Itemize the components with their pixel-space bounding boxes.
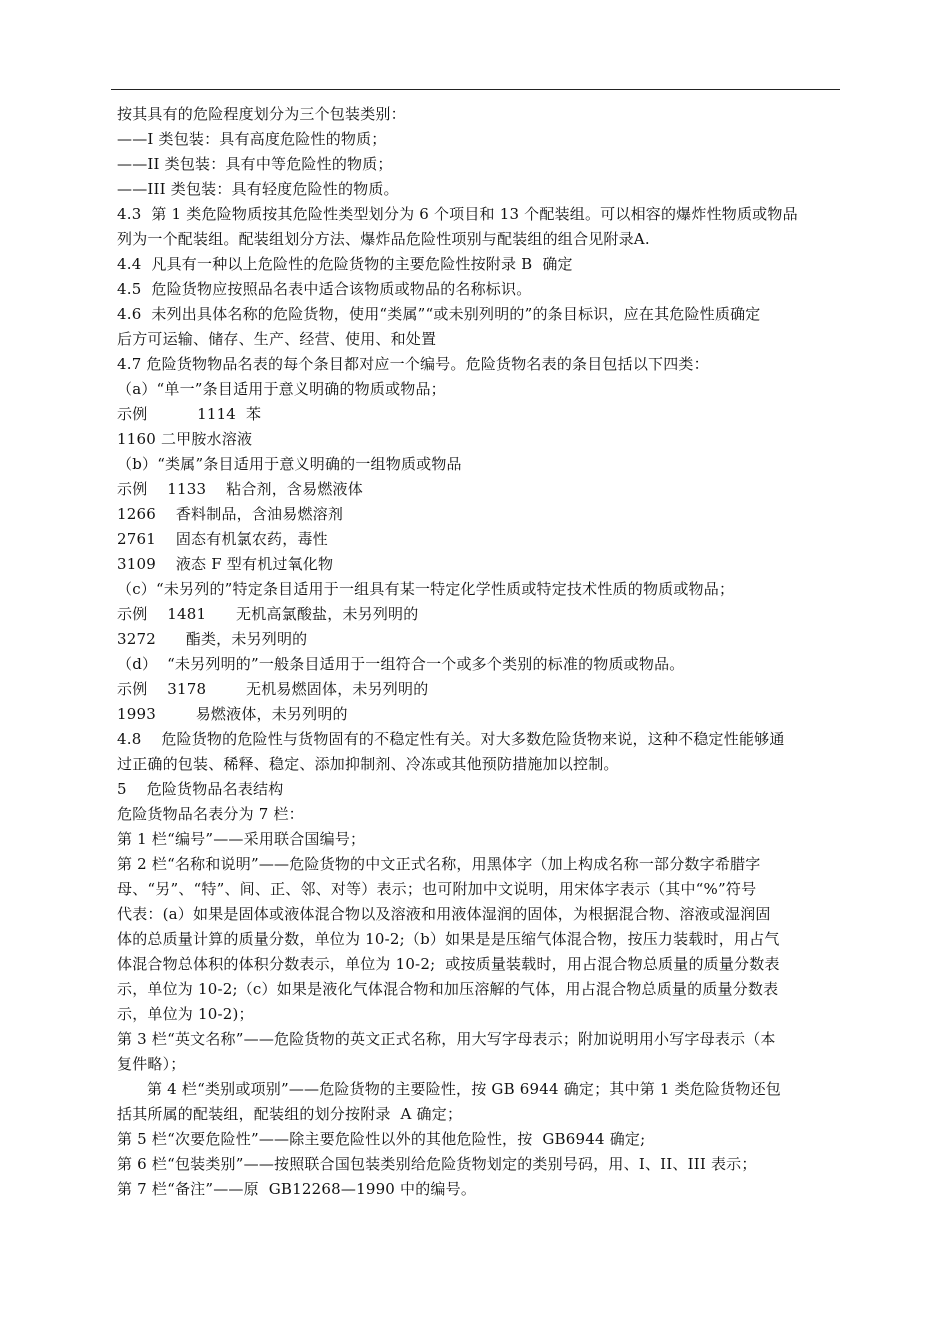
text-line: 4.4 凡具有一种以上危险性的危险货物的主要危险性按附录 B 确定 <box>117 255 573 273</box>
text-line: 5 危险货物品名表结构 <box>117 780 284 798</box>
text-line: 第 7 栏“备注”——原 GB12268—1990 中的编号。 <box>117 1180 477 1198</box>
header-rule <box>111 89 840 90</box>
text-line: 示，单位为 10-2)； <box>117 1005 254 1023</box>
text-line: 3272 酯类，未另列明的 <box>117 630 308 648</box>
text-line: ——III 类包装：具有轻度危险性的物质。 <box>117 180 399 198</box>
text-line: （b）“类属”条目适用于意义明确的一组物质或物品 <box>117 455 462 473</box>
text-line: 第 4 栏“类别或项别”——危险货物的主要险性，按 GB 6944 确定；其中第 1 类危险货物还包 <box>147 1080 781 1098</box>
text-line: 2761 固态有机氯农药，毒性 <box>117 530 328 548</box>
text-line: 示例 3178 无机易燃固体，未另列明的 <box>117 680 429 698</box>
text-line: 列为一个配装组。配装组划分方法、爆炸品危险性项别与配装组的组合见附录A. <box>117 230 650 248</box>
text-line: 1160 二甲胺水溶液 <box>117 430 253 448</box>
text-line: 第 6 栏“包装类别”——按照联合国包装类别给危险货物划定的类别号码，用、I、II、III 表示； <box>117 1155 757 1173</box>
text-line: 1266 香料制品，含油易燃溶剂 <box>117 505 344 523</box>
text-line: 危险货物品名表分为 7 栏： <box>117 805 304 823</box>
text-line: （d） “未另列明的”一般条目适用于一组符合一个或多个类别的标准的物质或物品。 <box>117 655 685 673</box>
text-line: 按其具有的危险程度划分为三个包装类别： <box>117 105 406 123</box>
document-body <box>117 102 840 1202</box>
text-line: （a）“单一”条目适用于意义明确的物质或物品； <box>117 380 446 398</box>
text-line: 4.3 第 1 类危险物质按其危险性类型划分为 6 个项目和 13 个配装组。可以相容的爆炸性物质或物品 <box>117 205 798 223</box>
text-line: 过正确的包装、稀释、稳定、添加抑制剂、冷冻或其他预防措施加以控制。 <box>117 755 619 773</box>
text-line: 代表：(a）如果是固体或液体混合物以及溶液和用液体湿润的固体，为根据混合物、溶液或湿润固 <box>117 905 771 923</box>
text-line: 括其所属的配装组，配装组的划分按附录 A 确定； <box>117 1105 463 1123</box>
text-line: 示例 1114 苯 <box>117 405 262 423</box>
text-line: （c）“未另列的”特定条目适用于一组具有某一特定化学性质或特定技术性质的物质或物品； <box>117 580 735 598</box>
text-line: ——I 类包装：具有高度危险性的物质； <box>117 130 387 148</box>
text-line: 第 2 栏“名称和说明”——危险货物的中文正式名称，用黑体字（加上构成名称一部分数字希腊字 <box>117 855 761 873</box>
text-line: 1993 易燃液体，未另列明的 <box>117 705 348 723</box>
text-line: 示，单位为 10-2;（c）如果是液化气体混合物和加压溶解的气体，用占混合物总质量的质量分数表 <box>117 980 779 998</box>
text-line: 母、“另”、“特”、间、正、邻、对等）表示；也可附加中文说明，用宋体字表示（其中“%”符号 <box>117 880 757 898</box>
text-line: 第 5 栏“次要危险性”——除主要危险性以外的其他危险性，按 GB6944 确定; <box>117 1130 646 1148</box>
text-line: 后方可运输、储存、生产、经营、使用、和处置 <box>117 330 437 348</box>
text-line: 第 1 栏“编号”——采用联合国编号； <box>117 830 366 848</box>
text-line: 3109 液态 F 型有机过氧化物 <box>117 555 334 573</box>
text-line: 4.7 危险货物物品名表的每个条目都对应一个编号。危险货物名表的条目包括以下四类： <box>117 355 709 373</box>
text-line: 示例 1133 粘合剂，含易燃液体 <box>117 480 363 498</box>
text-line: 体的总质量计算的质量分数，单位为 10-2;（b）如果是是压缩气体混合物，按压力装载时，用占气 <box>117 930 780 948</box>
text-line: 4.8 危险货物的危险性与货物固有的不稳定性有关。对大多数危险货物来说，这种不稳定性能够通 <box>117 730 785 748</box>
text-line: 体混合物总体积的体积分数表示，单位为 10-2; 或按质量装载时，用占混合物总质量的质量分数表 <box>117 955 780 973</box>
text-line: 示例 1481 无机高氯酸盐，未另列明的 <box>117 605 419 623</box>
text-line: ——II 类包装：具有中等危险性的物质； <box>117 155 393 173</box>
text-line: 复件略）； <box>117 1055 186 1073</box>
text-line: 4.5 危险货物应按照品名表中适合该物质或物品的名称标识。 <box>117 280 532 298</box>
text-line: 4.6 未列出具体名称的危险货物，使用“类属”“或未别列明的”的条目标识，应在其危险性质确定 <box>117 305 761 323</box>
text-line: 第 3 栏“英文名称”——危险货物的英文正式名称，用大写字母表示；附加说明用小写字母表示（本 <box>117 1030 776 1048</box>
